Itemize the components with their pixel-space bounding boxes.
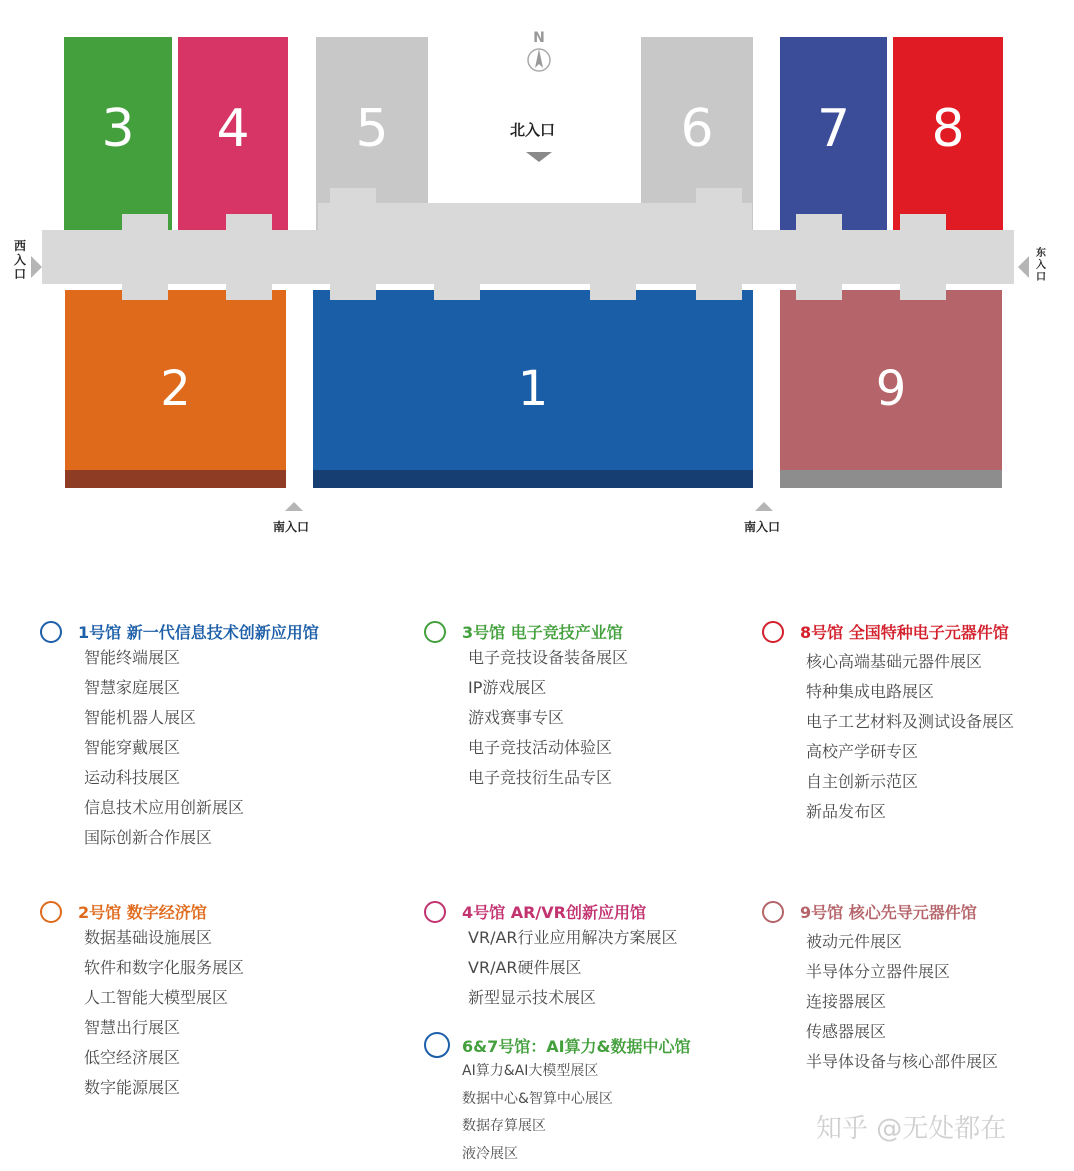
legend-title: 9号馆 核心先导元器件馆 bbox=[800, 903, 977, 922]
legend-item: 运动科技展区 bbox=[84, 768, 181, 787]
legend-title: 3号馆 电子竞技产业馆 bbox=[462, 623, 623, 642]
legend-item: VR/AR行业应用解决方案展区 bbox=[468, 928, 678, 947]
legend-item: 人工智能大模型展区 bbox=[84, 988, 229, 1007]
legend-title: 2号馆 数字经济馆 bbox=[78, 903, 207, 922]
south-entrance-arrow-icon bbox=[285, 502, 303, 511]
central-corridor bbox=[42, 230, 1014, 284]
legend-item: AI算力&AI大模型展区 bbox=[462, 1063, 599, 1079]
corridor-bump bbox=[900, 214, 946, 232]
hall-3-label: 3 bbox=[101, 99, 135, 159]
compass bbox=[522, 30, 556, 76]
legend-item: 连接器展区 bbox=[806, 992, 887, 1011]
hall-2-ring-icon bbox=[40, 901, 62, 923]
hall-3-ring-icon bbox=[424, 621, 446, 643]
corridor-upper-link bbox=[318, 203, 752, 233]
hall-1[interactable] bbox=[313, 290, 753, 471]
legend-list bbox=[40, 923, 244, 1103]
legend-title: 4号馆 AR/VR创新应用馆 bbox=[462, 903, 646, 922]
legend-list bbox=[424, 643, 628, 793]
legend-item: 半导体设备与核心部件展区 bbox=[806, 1052, 999, 1071]
hall-8-label: 8 bbox=[931, 99, 965, 159]
legend-item: IP游戏展区 bbox=[468, 678, 547, 697]
legend-list bbox=[424, 923, 678, 1013]
hall-4[interactable] bbox=[178, 37, 288, 232]
legend-hall-2 bbox=[40, 900, 244, 1103]
legend-item: VR/AR硬件展区 bbox=[468, 958, 582, 977]
legend-item: 低空经济展区 bbox=[84, 1048, 181, 1067]
legend-item: 智能穿戴展区 bbox=[84, 738, 181, 757]
corridor-bump bbox=[226, 282, 272, 300]
compass-icon bbox=[526, 46, 552, 74]
east-char: 口 bbox=[1036, 272, 1046, 283]
hall-9-label: 9 bbox=[875, 360, 907, 417]
legend-item: 高校产学研专区 bbox=[806, 742, 919, 761]
corridor-bump bbox=[796, 282, 842, 300]
legend-item: 电子竞技设备装备展区 bbox=[468, 648, 629, 667]
legend-title: 8号馆 全国特种电子元器件馆 bbox=[800, 623, 1009, 642]
hall-3[interactable] bbox=[64, 37, 172, 232]
east-entrance-label bbox=[1034, 248, 1048, 284]
hall-6-label: 6 bbox=[680, 99, 714, 159]
legend-list bbox=[762, 643, 1014, 827]
legend-item: 自主创新示范区 bbox=[806, 772, 919, 791]
legend-list bbox=[762, 923, 998, 1077]
south-entrance-right-label: 南入口 bbox=[744, 520, 781, 534]
hall-5-label: 5 bbox=[355, 99, 389, 159]
west-entrance-label bbox=[13, 239, 27, 281]
legend-item: 智慧家庭展区 bbox=[84, 678, 181, 697]
legend-item: 电子竞技衍生品专区 bbox=[468, 768, 613, 787]
legend-item: 信息技术应用创新展区 bbox=[84, 798, 245, 817]
legend-hall-4 bbox=[424, 900, 678, 1013]
corridor-bump bbox=[226, 214, 272, 232]
east-char: 入 bbox=[1036, 260, 1046, 271]
hall-8-ring-icon bbox=[762, 621, 784, 643]
hall-7-label: 7 bbox=[816, 99, 851, 159]
compass-letter: N bbox=[533, 30, 545, 46]
legend-item: 智能机器人展区 bbox=[84, 708, 197, 727]
legend-item: 半导体分立器件展区 bbox=[806, 962, 951, 981]
west-entrance-arrow-icon bbox=[31, 256, 42, 278]
hall-9-band bbox=[780, 470, 1002, 488]
legend-item: 电子竞技活动体验区 bbox=[468, 738, 613, 757]
legend-item: 被动元件展区 bbox=[806, 932, 903, 951]
legend-item: 软件和数字化服务展区 bbox=[84, 958, 245, 977]
hall-2-label: 2 bbox=[160, 360, 191, 417]
corridor-bump bbox=[696, 282, 742, 300]
legend-item: 新品发布区 bbox=[806, 802, 887, 821]
west-char: 口 bbox=[13, 267, 26, 281]
east-entrance-arrow-icon bbox=[1018, 256, 1029, 278]
west-char: 入 bbox=[13, 253, 26, 267]
corridor-bump bbox=[122, 282, 168, 300]
legend-hall-1 bbox=[40, 620, 319, 853]
north-entrance-arrow-icon bbox=[526, 152, 552, 162]
legend-hall-6-7 bbox=[424, 1032, 691, 1168]
corridor-bump bbox=[696, 188, 742, 206]
legend-item: 智能终端展区 bbox=[84, 648, 181, 667]
legend-hall-9 bbox=[762, 900, 998, 1077]
hall-6-7-ring-icon bbox=[424, 1032, 450, 1058]
legend-title: 6&7号馆：AI算力&数据中心馆 bbox=[462, 1036, 691, 1056]
corridor-bump bbox=[590, 282, 636, 300]
legend-list bbox=[40, 643, 319, 853]
hall-2-band bbox=[65, 470, 286, 488]
hall-1-band bbox=[313, 470, 753, 488]
legend-hall-3 bbox=[424, 620, 628, 793]
legend-list bbox=[424, 1058, 691, 1168]
corridor-bump bbox=[434, 282, 480, 300]
hall-1-ring-icon bbox=[40, 621, 62, 643]
south-entrance-arrow-icon bbox=[755, 502, 773, 511]
legend-item: 核心高端基础元器件展区 bbox=[806, 652, 983, 671]
legend-item: 传感器展区 bbox=[806, 1022, 887, 1041]
corridor-bump bbox=[796, 214, 842, 232]
corridor-bump bbox=[330, 188, 376, 206]
south-entrance-left-label: 南入口 bbox=[273, 520, 310, 534]
legend-item: 数据基础设施展区 bbox=[84, 928, 213, 947]
hall-4-ring-icon bbox=[424, 901, 446, 923]
legend-item: 国际创新合作展区 bbox=[84, 828, 213, 847]
hall-1-label: 1 bbox=[517, 360, 549, 417]
legend-item: 游戏赛事专区 bbox=[468, 708, 565, 727]
corridor-bump bbox=[122, 214, 168, 232]
corridor-bump bbox=[330, 282, 376, 300]
legend-item: 数据中心&智算中心展区 bbox=[462, 1090, 613, 1107]
hall-2[interactable] bbox=[65, 290, 286, 471]
hall-4-label: 4 bbox=[216, 99, 250, 159]
watermark: 知乎 @无处都在 bbox=[816, 1114, 1007, 1144]
legend-item: 电子工艺材料及测试设备展区 bbox=[806, 712, 1015, 731]
west-char: 西 bbox=[13, 239, 26, 253]
legend-item: 液冷展区 bbox=[462, 1145, 518, 1162]
hall-9[interactable] bbox=[780, 290, 1002, 471]
hall-7[interactable] bbox=[780, 37, 887, 232]
north-entrance-label: 北入口 bbox=[510, 121, 556, 139]
legend-item: 新型显示技术展区 bbox=[468, 988, 597, 1007]
legend-item: 智慧出行展区 bbox=[84, 1018, 181, 1037]
hall-9-ring-icon bbox=[762, 901, 784, 923]
legend-item: 数据存算展区 bbox=[462, 1118, 546, 1134]
legend-item: 数字能源展区 bbox=[84, 1078, 181, 1097]
legend-item: 特种集成电路展区 bbox=[806, 682, 935, 701]
legend-title: 1号馆 新一代信息技术创新应用馆 bbox=[78, 623, 319, 642]
hall-8[interactable] bbox=[893, 37, 1003, 232]
east-char: 东 bbox=[1036, 248, 1046, 259]
legend-hall-8 bbox=[762, 620, 1014, 827]
corridor-bump bbox=[900, 282, 946, 300]
